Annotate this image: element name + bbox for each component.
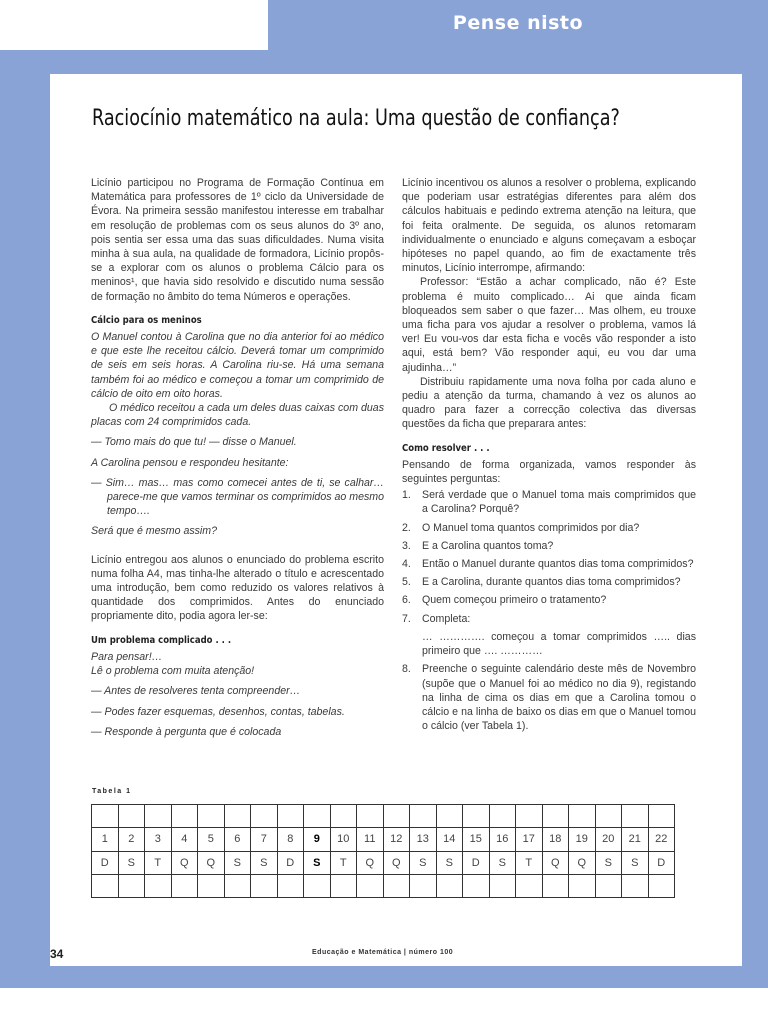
empty-cell: [277, 874, 304, 897]
empty-cell: [357, 874, 384, 897]
weekday-cell: S: [304, 851, 331, 874]
question-item: 3. E a Carolina quantos toma?: [402, 539, 554, 552]
empty-cell: [436, 874, 463, 897]
body-paragraph: Licínio incentivou os alunos a resolver o problema, explicando que poderiam usar estratégias diferentes para além dos cálculos habituais e pedindo extrema atenção na leitura, que foi feita oralmente. De seguida, os alunos retomaram individualmente o enunciado e alguns começavam a esboçar hipóteses no papel quando, ao fim de exactamente três minutos, Licínio interrompe, afirmando:: [402, 177, 696, 275]
problem-paragraph: O Manuel contou à Carolina que no dia anterior foi ao médico e que este lhe receitou cálcio. Deverá tomar um comprimido de seis em seis horas. A Carolina riu-se. Há uma semana também foi ao médico e começou a tomar um comprimido de cálcio de oito em oito horas.: [91, 331, 384, 400]
empty-cell: [92, 805, 119, 828]
weekday-cell: S: [118, 851, 145, 874]
day-cell: 16: [489, 828, 516, 851]
question-item: 5. E a Carolina, durante quantos dias toma comprimidos?: [402, 576, 681, 589]
dialogue-line: — Sim… mas… mas como comecei antes de ti, se calhar… parece-me que vamos terminar os comprimidos ao mesmo tempo….: [91, 476, 384, 518]
empty-cell: [516, 874, 543, 897]
question-item: 1. Será verdade que o Manuel toma mais comprimidos que a Carolina? Porquê?: [402, 489, 696, 516]
worksheet-line: — Antes de resolveres tenta compreender…: [91, 685, 301, 698]
question-item: 6. Quem começou primeiro o tratamento?: [402, 594, 607, 607]
day-cell: 4: [171, 828, 198, 851]
day-cell: 1: [92, 828, 119, 851]
weekday-cell: T: [516, 851, 543, 874]
day-cell: 12: [383, 828, 410, 851]
day-cell: 17: [516, 828, 543, 851]
day-cell: 22: [648, 828, 675, 851]
empty-cell: [304, 805, 331, 828]
weekday-cell: Q: [357, 851, 384, 874]
weekday-cell: Q: [569, 851, 596, 874]
day-cell: 18: [542, 828, 569, 851]
table-row: [92, 874, 675, 897]
day-cell: 13: [410, 828, 437, 851]
empty-cell: [595, 805, 622, 828]
empty-cell: [410, 805, 437, 828]
day-cell: 14: [436, 828, 463, 851]
day-cell: 15: [463, 828, 490, 851]
dialogue-line: A Carolina pensou e respondeu hesitante:: [91, 456, 289, 469]
problem-heading: Cálcio para os meninos: [91, 314, 202, 326]
left-column: [91, 176, 384, 745]
empty-cell: [595, 874, 622, 897]
empty-cell: [145, 805, 172, 828]
empty-cell: [622, 874, 649, 897]
empty-cell: [357, 805, 384, 828]
weekday-cell: Q: [542, 851, 569, 874]
empty-cell: [198, 874, 225, 897]
empty-cell: [463, 805, 490, 828]
day-cell: 19: [569, 828, 596, 851]
worksheet-line: Lê o problema com muita atenção!: [91, 665, 255, 678]
day-cell: 21: [622, 828, 649, 851]
empty-cell: [171, 805, 198, 828]
empty-cell: [92, 874, 119, 897]
how-intro: Pensando de forma organizada, vamos responder às seguintes perguntas:: [402, 458, 696, 486]
empty-cell: [622, 805, 649, 828]
day-cell: 6: [224, 828, 251, 851]
problem-paragraph: O médico receitou a cada um deles duas caixas com duas placas com 24 comprimidos cada.: [91, 402, 384, 429]
question-list: [402, 488, 696, 733]
question-item: 4. Então o Manuel durante quantos dias toma comprimidos?: [402, 558, 694, 571]
question-item: 7. Completa:: [402, 612, 471, 625]
complicated-heading: Um problema complicado . . .: [91, 634, 232, 646]
day-cell: 3: [145, 828, 172, 851]
day-cell: 8: [277, 828, 304, 851]
empty-cell: [542, 805, 569, 828]
day-cell: 10: [330, 828, 357, 851]
empty-cell: [489, 805, 516, 828]
weekday-cell: Q: [171, 851, 198, 874]
empty-cell: [251, 874, 278, 897]
right-band: [742, 50, 768, 966]
footer-text: Educação e Matemática | número 100: [312, 949, 454, 956]
how-heading: Como resolver . . .: [402, 442, 490, 454]
empty-cell: [648, 874, 675, 897]
body-paragraph: Professor: “Estão a achar complicado, não é? Este problema é muito complicado… Ai que ainda ficam bloqueados sem saber o que fazer… Mas olhem, eu trouxe uma ficha para vos ajudar a resolver o problema, vamos lá ver! Eu vou-vos dar esta ficha e vocês vão responder a isto aqui, está bem? Vão responder aqui, eu vou dar uma ajudinha…”: [402, 276, 696, 374]
weekday-cell: D: [277, 851, 304, 874]
table-row: [92, 805, 675, 828]
weekday-cell: S: [436, 851, 463, 874]
day-cell: 5: [198, 828, 225, 851]
day-cell: 20: [595, 828, 622, 851]
table-row: [92, 828, 675, 851]
weekday-cell: D: [648, 851, 675, 874]
table-row: [92, 851, 675, 874]
empty-cell: [542, 874, 569, 897]
weekday-cell: D: [463, 851, 490, 874]
day-cell: 11: [357, 828, 384, 851]
empty-cell: [330, 805, 357, 828]
day-cell: 7: [251, 828, 278, 851]
empty-cell: [224, 805, 251, 828]
empty-cell: [277, 805, 304, 828]
empty-cell: [171, 874, 198, 897]
page-number: 34: [50, 947, 64, 961]
weekday-cell: S: [595, 851, 622, 874]
empty-cell: [330, 874, 357, 897]
empty-cell: [569, 805, 596, 828]
worksheet-line: — Responde à pergunta que é colocada: [91, 725, 282, 738]
left-band: [0, 50, 50, 988]
body-paragraph: Licínio entregou aos alunos o enunciado do problema escrito numa folha A4, mas tinha-lhe alterado o título e acrescentado uma introdução, bem como reduzido os valores relativos à quantidade dos comprimidos. Antes do enunciado propriamente dito, podia agora ler-se:: [91, 553, 384, 623]
empty-cell: [118, 874, 145, 897]
problem-question: Será que é mesmo assim?: [91, 525, 218, 538]
worksheet-line: — Podes fazer esquemas, desenhos, contas, tabelas.: [91, 705, 345, 718]
day-cell: 2: [118, 828, 145, 851]
empty-cell: [436, 805, 463, 828]
empty-cell: [569, 874, 596, 897]
empty-cell: [648, 805, 675, 828]
day-cell: 9: [304, 828, 331, 851]
weekday-cell: Q: [383, 851, 410, 874]
bottom-band: [0, 966, 768, 988]
empty-cell: [224, 874, 251, 897]
dialogue-line: — Tomo mais do que tu! — disse o Manuel.: [91, 436, 297, 449]
section-label: Pense nisto: [452, 12, 584, 34]
empty-cell: [489, 874, 516, 897]
fill-in-line: … …………. começou a tomar comprimidos ….. dias primeiro que …. …………: [422, 630, 696, 658]
empty-cell: [383, 874, 410, 897]
weekday-cell: T: [330, 851, 357, 874]
weekday-cell: S: [410, 851, 437, 874]
weekday-cell: D: [92, 851, 119, 874]
body-paragraph: Distribuiu rapidamente uma nova folha por cada aluno e pediu a atenção da turma, chamando à vez os alunos ao quadro para fazer a correcção colectiva das diversas questões da ficha que preparara antes:: [402, 375, 696, 431]
intro-paragraph: Licínio participou no Programa de Formação Contínua em Matemática para professores de 1º ciclo da Universidade de Évora. Na primeira sessão manifestou interesse em trabalhar em resolução de problemas com os seus alunos do 3º ano, pois sentia ser essa uma das suas dificuldades. Numa visita minha à sua aula, na qualidade de formadora, Licínio propôs-se a explorar com os alunos o problema Cálcio para os meninos¹, que havia sido resolvido e discutido numa sessão de formação no âmbito do tema Números e operações.: [91, 177, 384, 303]
empty-cell: [516, 805, 543, 828]
empty-cell: [463, 874, 490, 897]
question-item: 8. Preenche o seguinte calendário deste mês de Novembro (supõe que o Manuel foi ao médico no dia 9), registando na linha de cima os dias em que a Carolina tomou o cálcio e na linha de baixo os dias em que o Manuel tomou o cálcio (ver Tabela 1).: [402, 663, 696, 733]
calendar-table: [91, 804, 675, 898]
empty-cell: [304, 874, 331, 897]
weekday-cell: S: [251, 851, 278, 874]
weekday-cell: T: [145, 851, 172, 874]
weekday-cell: S: [489, 851, 516, 874]
weekday-cell: Q: [198, 851, 225, 874]
empty-cell: [145, 874, 172, 897]
article-title: Raciocínio matemático na aula: Uma questão de confiança?: [92, 106, 620, 131]
weekday-cell: S: [224, 851, 251, 874]
right-column: [402, 176, 696, 737]
empty-cell: [410, 874, 437, 897]
empty-cell: [118, 805, 145, 828]
question-item: 2. O Manuel toma quantos comprimidos por dia?: [402, 521, 640, 534]
weekday-cell: S: [622, 851, 649, 874]
table-caption: Tabela 1: [92, 788, 132, 795]
empty-cell: [251, 805, 278, 828]
worksheet-line: Para pensar!…: [91, 650, 163, 663]
empty-cell: [383, 805, 410, 828]
top-band: [0, 50, 768, 74]
empty-cell: [198, 805, 225, 828]
